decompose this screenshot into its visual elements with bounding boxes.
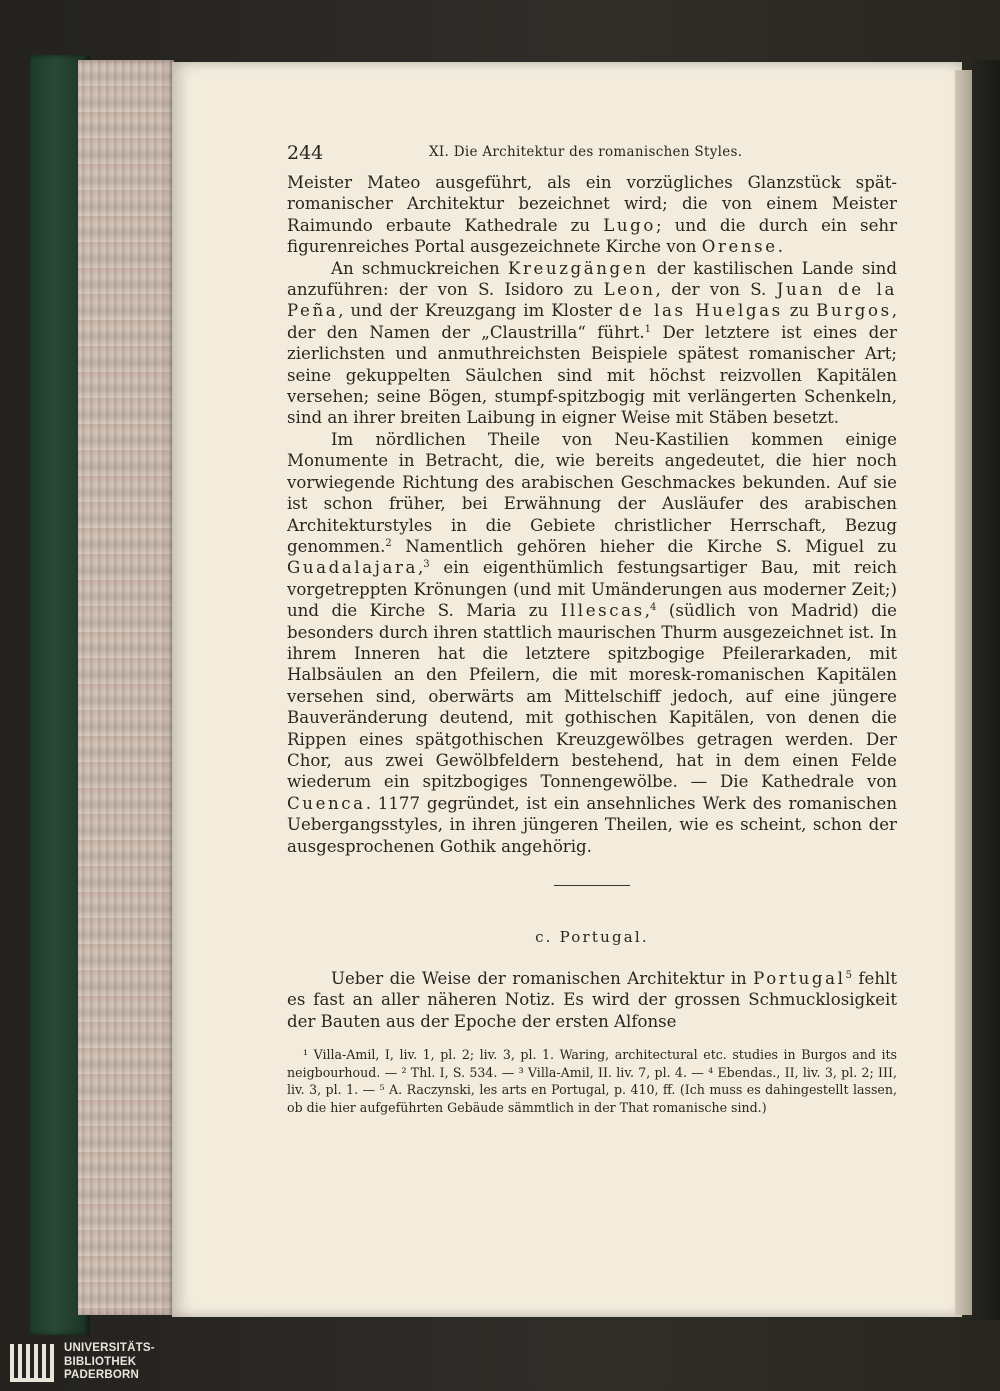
- library-name-line: BIBLIOTHEK: [64, 1355, 137, 1368]
- section-divider: [554, 885, 630, 886]
- library-name: [64, 1342, 155, 1383]
- footnote-ref: 5: [845, 970, 852, 981]
- body-text: [287, 172, 897, 1032]
- library-name-line: UNIVERSITÄTS-: [64, 1342, 155, 1354]
- page-content: [287, 138, 897, 1116]
- footnote-ref: 3: [423, 559, 430, 571]
- marbled-page-edge: [78, 60, 174, 1315]
- footnote-ref: 1: [644, 323, 652, 335]
- footnote-ref: 4: [650, 602, 657, 614]
- footnote-text: ¹ Villa-Amil, I, liv. 1, pl. 2; liv. 3, pl. 1. Waring, architectural etc. studies in Burgos and its neigbourhoud. — ² Thl. I, S. 534. — ³ Villa-Amil, II. liv. 7, pl. 4. — ⁴ Ebendas., II, liv. 3, pl. 2; III, liv. 3, pl. 1. — ⁵ A. Raczynski, les arts en Portugal, p. 410, ff. (Ich muss es dahingestellt lassen, ob die hier aufgeführten Gebäude sämmtlich in der That romanische sind.): [287, 1047, 897, 1115]
- footnote-ref: 2: [385, 537, 392, 549]
- running-title: XI. Die Architektur des romanischen Styles.: [429, 144, 743, 160]
- library-logo-icon: [8, 1340, 58, 1386]
- running-head: [287, 138, 897, 172]
- paragraph: Im nördlichen Theile von Neu-Kastilien kommen einige Monumente in Betracht, die, wie bereits angedeutet, die hier noch vorwiegende Richtung des arabischen Geschmackes bekunden. Auf sie ist schon früher, bei Erwähnung der Ausläufer des arabischen Architekturstyles in die Gebiete christlicher Herrschaft, Bezug genommen.$^2$ Namentlich gehören hieher die Kirche S. Miguel zu Guadalajara,$^3$ ein eigenthümlich festungsartiger Bau, mit reich vorgetreppten Krönungen (und mit Umänderungen aus moderner Zeit;) und die Kirche S. Maria zu Illescas,$^4$ (südlich von Madrid) die besonders durch ihren stattlich maurischen Thurm ausgezeichnet ist. In ihrem Inneren hat die letztere spitzbogige Pfeilerarkaden, mit Halbsäulen an den Pfeilern, die mit moresk-romanischen Kapitälen versehen sind, oberwärts am Mittelschiff jedoch, auf eine jüngere Bauveränderung deutend, mit gothischen Kapitälen, von denen die Rippen eines spätgothischen Kreuzgewölbes getragen werden. Der Chor, aus zwei Gewölbfeldern bestehend, hat in dem einen Felde wiederum ein spitzbogiges Tonnengewölbe. — Die Kathedrale von Cuenca. 1177 gegründet, ist ein ansehnliches Werk des romanischen Uebergangsstyles, in ihren jüngeren Theilen, wie es scheint, schon der ausgesprochenen Gothik angehörig.: [287, 429, 898, 856]
- paragraph: Meister Mateo ausgeführt, als ein vorzügliches Glanzstück spät-romanischer Architektur bezeichnet wird; die von einem Meister Raimundo erbaute Kathedrale zu Lugo; und die durch ein sehr figurenreiches Portal ausgezeichnete Kirche von Orense.: [287, 173, 898, 257]
- footnotes: [287, 1046, 897, 1116]
- paragraph: Ueber die Weise der romanischen Architektur in Portugal$^5$ fehlt es fast an aller näheren Notiz. Es wird der grossen Schmucklosigkeit der Bauten aus der Epoche der ersten Alfonse: [287, 969, 898, 1031]
- book-cover-right: [972, 60, 1000, 1320]
- library-name-line: PADERBORN: [64, 1369, 140, 1381]
- page-number: 244: [287, 142, 324, 164]
- section-heading: c. Portugal.: [535, 928, 649, 946]
- paragraph: An schmuckreichen Kreuzgängen der kastilischen Lande sind anzuführen: der von S. Isidoro zu Leon, der von S. Juan de la Peña, und der Kreuzgang im Kloster de las Huelgas zu Burgos, der den Namen der „Claustrilla“ führt.$^1$ Der letztere ist eines der zierlichsten und anmuthreichsten Beispiele spätest romanischer Art; seine gekuppelten Säulchen sind mit höchst reizvollen Kapitälen versehen; seine Bögen, stumpf-spitzbogig mit verlängerten Schenkeln, sind an ihrer breiten Laibung in eigner Weise mit Stäben besetzt.: [287, 258, 897, 428]
